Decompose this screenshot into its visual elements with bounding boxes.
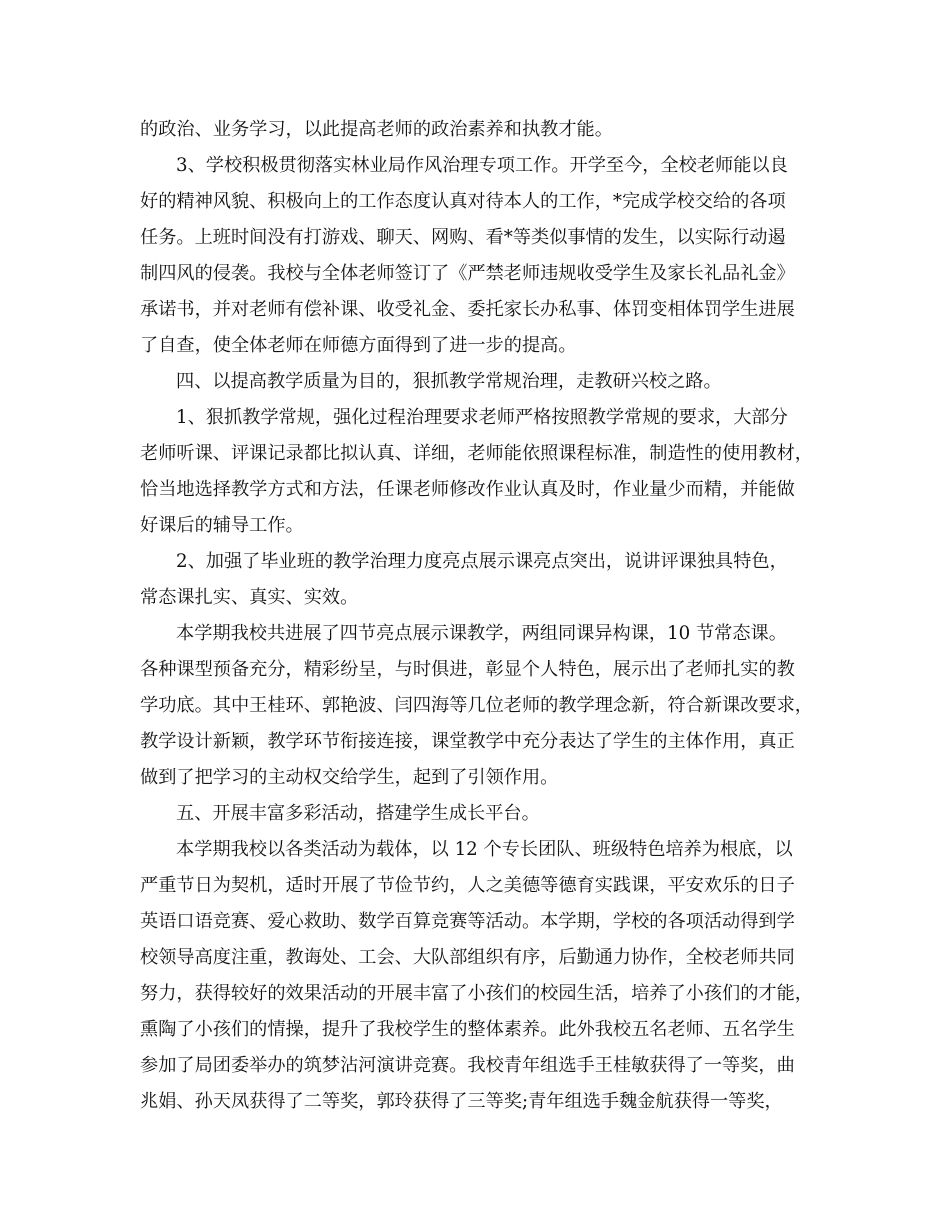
text-line: 做到了把学习的主动权交给学生，起到了引领作用。 <box>140 767 559 788</box>
text-line: 好的精神风貌、积极向上的工作态度认真对待本人的工作，*完成学校交给的各项 <box>140 191 786 212</box>
text-line: 教学设计新颖，教学环节衔接连接，课堂教学中充分表达了学生的主体作用，真正 <box>140 731 795 752</box>
text-line: 本学期我校共进展了四节亮点展示课教学，两组同课异构课，10 节常态课。 <box>176 623 787 644</box>
text-line: 各种课型预备充分，精彩纷呈，与时俱进，彰显个人特色，展示出了老师扎实的教 <box>140 659 795 680</box>
text-line: 承诺书，并对老师有偿补课、收受礼金、委托家长办私事、体罚变相体罚学生进展 <box>140 299 795 320</box>
text-line: 本学期我校以各类活动为载体，以 12 个专长团队、班级特色培养为根底，以 <box>176 839 793 860</box>
text-line: 老师听课、评课记录都比拟认真、详细，老师能依照课程标准，制造性的使用教材， <box>140 443 813 464</box>
text-line: 英语口语竞赛、爱心救助、数学百算竞赛等活动。本学期，学校的各项活动得到学 <box>140 911 795 932</box>
text-line: 兆娟、孙天凤获得了二等奖，郭玲获得了三等奖;青年组选手魏金航获得一等奖， <box>140 1091 783 1112</box>
text-line: 校领导高度注重，教诲处、工会、大队部组织有序，后勤通力协作，全校老师共同 <box>140 947 795 968</box>
text-line: 熏陶了小孩们的情操，提升了我校学生的整体素养。此外我校五名老师、五名学生 <box>140 1019 795 1040</box>
text-line: 任务。上班时间没有打游戏、聊天、网购、看*等类似事情的发生，以实际行动遏 <box>140 227 786 248</box>
text-line: 3、学校积极贯彻落实林业局作风治理专项工作。开学至今，全校老师能以良 <box>176 155 788 176</box>
text-line: 努力，获得较好的效果活动的开展丰富了小孩们的校园生活，培养了小孩们的才能， <box>140 983 813 1004</box>
text-line: 好课后的辅导工作。 <box>140 515 304 536</box>
text-line: 2、加强了毕业班的教学治理力度亮点展示课亮点突出，说讲评课独具特色， <box>176 551 788 572</box>
document-body <box>140 112 820 1120</box>
text-line: 制四风的侵袭。我校与全体老师签订了《严禁老师违规收受学生及家长礼品礼金》 <box>140 263 795 284</box>
text-line: 1、狠抓教学常规，强化过程治理要求老师严格按照教学常规的要求，大部分 <box>176 407 788 428</box>
text-line: 严重节日为契机，适时开展了节俭节约，人之美德等德育实践课，平安欢乐的日子 <box>140 875 795 896</box>
text-line: 常态课扎实、真实、实效。 <box>140 587 359 608</box>
text-line: 四、以提高教学质量为目的，狠抓教学常规治理，走教研兴校之路。 <box>176 371 722 392</box>
text-line: 参加了局团委举办的筑梦沾河演讲竞赛。我校青年组选手王桂敏获得了一等奖，曲 <box>140 1055 795 1076</box>
text-line: 学功底。其中王桂环、郭艳波、闫四海等几位老师的教学理念新，符合新课改要求， <box>140 695 813 716</box>
text-line: 的政治、业务学习，以此提高老师的政治素养和执教才能。 <box>140 119 613 140</box>
text-line: 五、开展丰富多彩活动，搭建学生成长平台。 <box>176 803 540 824</box>
text-line: 恰当地选择教学方式和方法，任课老师修改作业认真及时，作业量少而精，并能做 <box>140 479 795 500</box>
text-line: 了自查，使全体老师在师德方面得到了进一步的提高。 <box>140 335 577 356</box>
